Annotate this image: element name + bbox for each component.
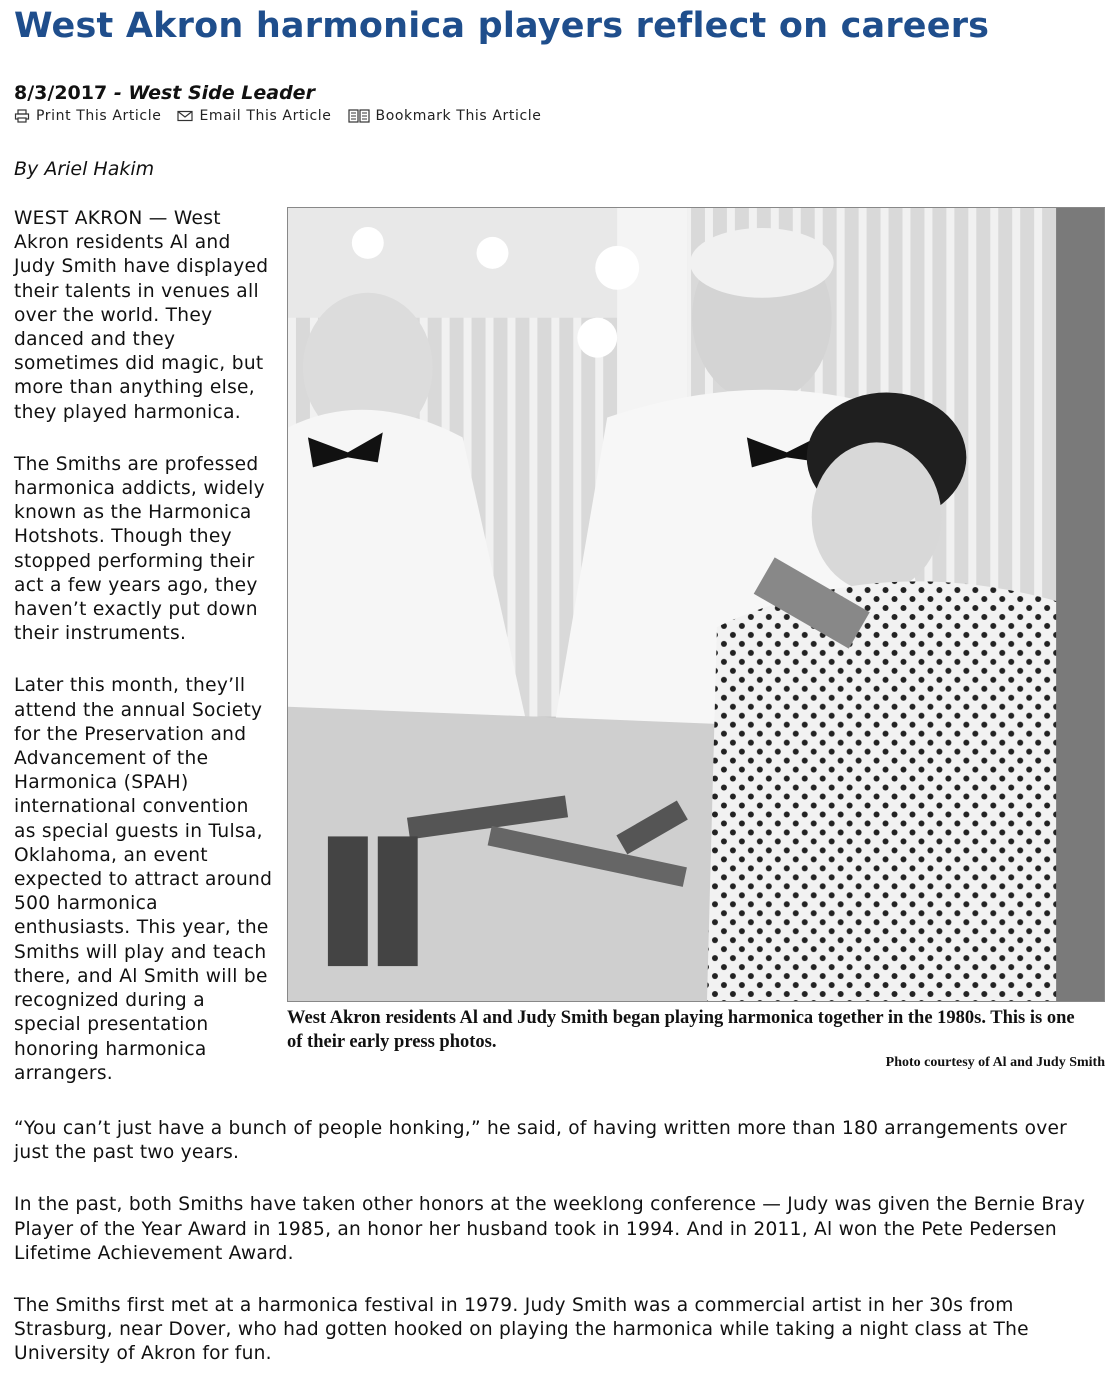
source-name: West Side Leader — [128, 82, 315, 104]
paragraph: The Smiths first met at a harmonica festival in 1979. Judy Smith was a commercial artist in her 30s from Strasburg, near Dover, who had gotten hooked on playing the harmonica while taking a night class at The University of Akron for fun. — [14, 1295, 1029, 1365]
bookmark-icon — [348, 109, 370, 123]
article-body-left-column — [14, 207, 276, 1114]
bookmark-article-label: Bookmark This Article — [375, 108, 542, 124]
paragraph: “You can’t just have a bunch of people honking,” he said, of having written more than 180 arrangements over just the past two years. — [14, 1118, 1068, 1164]
print-article-label: Print This Article — [36, 108, 162, 124]
paragraph: Later this month, they’ll attend the annual Society for the Preservation and Advancement of the Harmonica (SPAH) international convention as special guests in Tulsa, Oklahoma, an event expected to attract around 500 harmonica enthusiasts. This year, the Smiths will play and teach there, and Al Smith will be recognized during a special presentation honoring harmonica arrangers. — [14, 675, 273, 1084]
photo-caption: West Akron residents Al and Judy Smith began playing harmonica together in the 1980s. This is one of their early press photos. — [287, 1008, 1075, 1052]
dateline-separator: - — [107, 82, 129, 104]
email-article-link[interactable] — [177, 108, 331, 124]
printer-icon — [14, 109, 30, 123]
photo-credit: Photo courtesy of Al and Judy Smith — [885, 1055, 1105, 1070]
byline: By Ariel Hakim — [14, 158, 155, 180]
print-article-link[interactable] — [14, 108, 161, 124]
article-tools — [14, 108, 541, 124]
press-photo — [287, 207, 1105, 1002]
paragraph: The Smiths are professed harmonica addicts, widely known as the Harmonica Hotshots. Though they stopped performing their act a few years ago, they haven’t exactly put down their instruments. — [14, 453, 265, 645]
email-article-label: Email This Article — [199, 108, 332, 124]
envelope-icon — [177, 110, 193, 122]
article-figure — [287, 207, 1105, 1070]
article-body-full-width — [14, 1117, 1104, 1395]
paragraph: WEST AKRON — West Akron residents Al and Judy Smith have displayed their talents in venues all over the world. They danced and they sometimes did magic, but more than anything else, they played harmonica. — [14, 208, 269, 423]
publish-date: 8/3/2017 — [14, 82, 108, 104]
paragraph: In the past, both Smiths have taken other honors at the weeklong conference — Judy was given the Bernie Bray Player of the Year Award in 1985, an honor her husband took in 1994. And in 2011, Al won the Pete Pedersen Lifetime Achievement Award. — [14, 1194, 1086, 1264]
bookmark-article-link[interactable] — [348, 108, 542, 124]
dateline — [14, 82, 315, 104]
headline: West Akron harmonica players reflect on careers — [14, 6, 990, 46]
